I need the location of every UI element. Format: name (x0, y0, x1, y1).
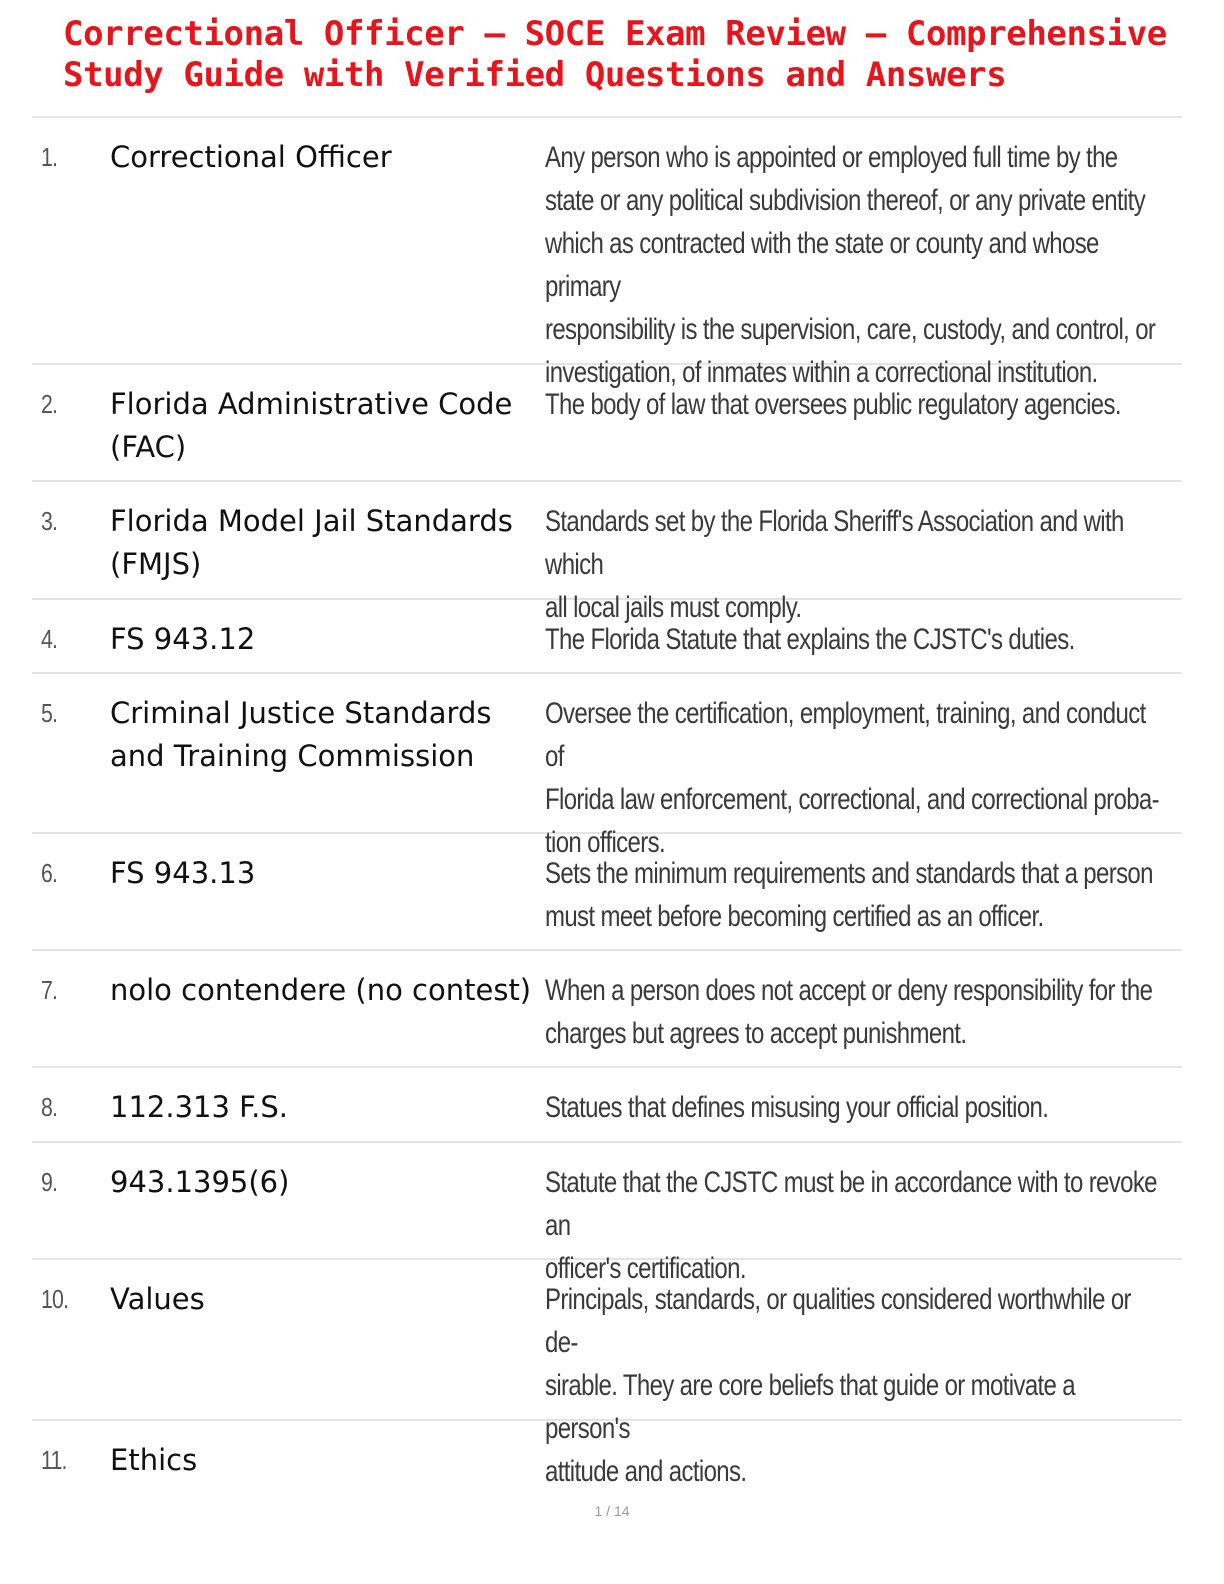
item-definition: Sets the minimum requirements and standards that a person must meet before becoming certified as an officer. (545, 857, 1153, 933)
item-number: 2. (41, 389, 58, 419)
list-item (32, 118, 1182, 389)
item-definition: Any person who is appointed or employed full time by the state or any political subdivision thereof, or any private entity which as contracted with the state or county and whose primary responsibility is the supervision, care, custody, and control, or investigation, of inmates within a correctional institution. (545, 141, 1156, 389)
item-term: Correctional Officer (110, 140, 392, 174)
document-title: Correctional Officer – SOCE Exam Review – Comprehensive Study Guide with Verified Questions and Answers (63, 14, 1167, 95)
list-item (32, 834, 1182, 951)
list-item (32, 1421, 1182, 1496)
item-number: 1. (41, 142, 58, 172)
list-item (32, 951, 1182, 1068)
item-definition: Statues that defines misusing your official position. (545, 1091, 1049, 1124)
item-definition: Statute that the CJSTC must be in accordance with to revoke an officer's certification. (545, 1166, 1157, 1285)
item-term: Florida Administrative Code (FAC) (110, 387, 513, 464)
list-item (32, 600, 1182, 674)
item-term: FS 943.12 (110, 622, 256, 656)
item-definition: The body of law that oversees public regulatory agencies. (545, 388, 1121, 421)
item-number: 10. (41, 1284, 69, 1314)
item-number: 4. (41, 624, 58, 654)
list-item (32, 1068, 1182, 1143)
list-item (32, 482, 1182, 624)
item-term: 943.1395(6) (110, 1165, 290, 1199)
item-term: 112.313 F.S. (110, 1090, 289, 1124)
item-number: 9. (41, 1167, 58, 1197)
item-number: 6. (41, 858, 58, 888)
item-term: Criminal Justice Standards and Training Commission (110, 696, 492, 773)
item-term: Values (110, 1282, 205, 1316)
item-definition: Principals, standards, or qualities considered worthwhile or de- sirable. They are core beliefs that guide or motivate a person's attitude and actions. (545, 1283, 1131, 1488)
item-term: Ethics (110, 1443, 198, 1477)
item-term: Florida Model Jail Standards (FMJS) (110, 504, 513, 581)
page-indicator: 1 / 14 (594, 1503, 630, 1519)
item-number: 5. (41, 698, 58, 728)
list-item (32, 674, 1182, 859)
item-term: nolo contendere (no contest) (110, 973, 532, 1007)
item-number: 7. (41, 975, 58, 1005)
item-definition: Oversee the certification, employment, training, and conduct of Florida law enforcement, correctional, and correctional proba- tion officers. (545, 697, 1159, 859)
item-number: 3. (41, 506, 58, 536)
item-term: FS 943.13 (110, 856, 256, 890)
list-item (32, 365, 1182, 482)
item-definition: When a person does not accept or deny responsibility for the charges but agrees to accept punishment. (545, 974, 1153, 1050)
list-item (32, 1143, 1182, 1285)
item-number: 11. (41, 1445, 67, 1475)
item-definition: Standards set by the Florida Sheriff's Association and with which all local jails must comply. (545, 505, 1124, 624)
item-number: 8. (41, 1092, 58, 1122)
term-list (32, 116, 1182, 1496)
item-definition: The Florida Statute that explains the CJSTC's duties. (545, 623, 1075, 656)
